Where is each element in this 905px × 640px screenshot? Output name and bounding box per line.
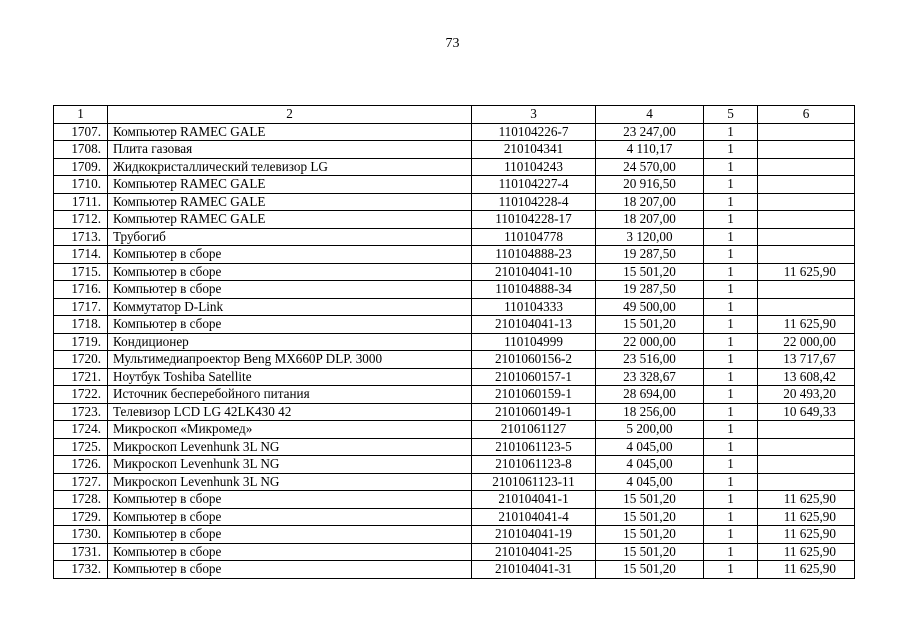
inventory-number-cell: 2101060156-2: [472, 351, 596, 369]
table-body: [54, 123, 855, 578]
quantity-cell: 1: [704, 176, 758, 194]
item-name-cell: Компьютер в сборе: [108, 316, 472, 334]
row-number-cell: 1728.: [54, 491, 108, 509]
residual-value-cell: 11 625,90: [758, 526, 855, 544]
row-number-cell: 1726.: [54, 456, 108, 474]
item-name-cell: Кондиционер: [108, 333, 472, 351]
residual-value-cell: 13 608,42: [758, 368, 855, 386]
row-number-cell: 1718.: [54, 316, 108, 334]
cost-cell: 15 501,20: [596, 316, 704, 334]
quantity-cell: 1: [704, 543, 758, 561]
residual-value-cell: 11 625,90: [758, 508, 855, 526]
quantity-cell: 1: [704, 193, 758, 211]
residual-value-cell: [758, 228, 855, 246]
row-number-cell: 1717.: [54, 298, 108, 316]
residual-value-cell: [758, 438, 855, 456]
item-name-cell: Компьютер в сборе: [108, 246, 472, 264]
quantity-cell: 1: [704, 123, 758, 141]
item-name-cell: Телевизор LCD LG 42LK430 42: [108, 403, 472, 421]
cost-cell: 19 287,50: [596, 246, 704, 264]
cost-cell: 4 045,00: [596, 456, 704, 474]
residual-value-cell: [758, 246, 855, 264]
header-cell: 1: [54, 106, 108, 124]
inventory-number-cell: 2101061127: [472, 421, 596, 439]
inventory-number-cell: 110104227-4: [472, 176, 596, 194]
quantity-cell: 1: [704, 368, 758, 386]
quantity-cell: 1: [704, 491, 758, 509]
cost-cell: 23 328,67: [596, 368, 704, 386]
row-number-cell: 1731.: [54, 543, 108, 561]
residual-value-cell: [758, 473, 855, 491]
residual-value-cell: [758, 421, 855, 439]
quantity-cell: 1: [704, 561, 758, 579]
residual-value-cell: 20 493,20: [758, 386, 855, 404]
cost-cell: 18 207,00: [596, 211, 704, 229]
residual-value-cell: [758, 123, 855, 141]
row-number-cell: 1722.: [54, 386, 108, 404]
header-row: [54, 106, 855, 124]
cost-cell: 15 501,20: [596, 561, 704, 579]
cost-cell: 15 501,20: [596, 526, 704, 544]
table-row: [54, 421, 855, 439]
cost-cell: 49 500,00: [596, 298, 704, 316]
inventory-number-cell: 110104243: [472, 158, 596, 176]
quantity-cell: 1: [704, 158, 758, 176]
table-row: [54, 123, 855, 141]
item-name-cell: Компьютер RAMEC GALE: [108, 176, 472, 194]
item-name-cell: Компьютер в сборе: [108, 561, 472, 579]
table-row: [54, 351, 855, 369]
item-name-cell: Компьютер в сборе: [108, 543, 472, 561]
table-row: [54, 473, 855, 491]
table-row: [54, 193, 855, 211]
residual-value-cell: 11 625,90: [758, 263, 855, 281]
table-row: [54, 263, 855, 281]
residual-value-cell: 11 625,90: [758, 491, 855, 509]
quantity-cell: 1: [704, 526, 758, 544]
inventory-number-cell: 210104041-1: [472, 491, 596, 509]
table-row: [54, 491, 855, 509]
inventory-number-cell: 210104041-10: [472, 263, 596, 281]
item-name-cell: Компьютер RAMEC GALE: [108, 193, 472, 211]
quantity-cell: 1: [704, 421, 758, 439]
cost-cell: 4 045,00: [596, 473, 704, 491]
residual-value-cell: [758, 141, 855, 159]
table-row: [54, 403, 855, 421]
quantity-cell: 1: [704, 281, 758, 299]
cost-cell: 5 200,00: [596, 421, 704, 439]
inventory-number-cell: 2101061123-8: [472, 456, 596, 474]
table-row: [54, 333, 855, 351]
table-header: [54, 106, 855, 124]
inventory-number-cell: 110104333: [472, 298, 596, 316]
item-name-cell: Компьютер в сборе: [108, 281, 472, 299]
residual-value-cell: [758, 281, 855, 299]
page-number: 73: [445, 36, 460, 51]
quantity-cell: 1: [704, 228, 758, 246]
cost-cell: 18 256,00: [596, 403, 704, 421]
cost-cell: 23 247,00: [596, 123, 704, 141]
cost-cell: 28 694,00: [596, 386, 704, 404]
item-name-cell: Трубогиб: [108, 228, 472, 246]
table-row: [54, 386, 855, 404]
table-row: [54, 298, 855, 316]
item-name-cell: Микроскоп Levenhunk 3L NG: [108, 438, 472, 456]
row-number-cell: 1719.: [54, 333, 108, 351]
quantity-cell: 1: [704, 403, 758, 421]
residual-value-cell: 10 649,33: [758, 403, 855, 421]
item-name-cell: Микроскоп Levenhunk 3L NG: [108, 456, 472, 474]
table-row: [54, 176, 855, 194]
inventory-number-cell: 210104041-31: [472, 561, 596, 579]
residual-value-cell: 11 625,90: [758, 543, 855, 561]
header-cell: 3: [472, 106, 596, 124]
residual-value-cell: [758, 456, 855, 474]
item-name-cell: Компьютер в сборе: [108, 508, 472, 526]
header-cell: 4: [596, 106, 704, 124]
quantity-cell: 1: [704, 316, 758, 334]
item-name-cell: Компьютер в сборе: [108, 491, 472, 509]
quantity-cell: 1: [704, 211, 758, 229]
table-row: [54, 246, 855, 264]
cost-cell: 15 501,20: [596, 508, 704, 526]
item-name-cell: Ноутбук Toshiba Satellite: [108, 368, 472, 386]
quantity-cell: 1: [704, 473, 758, 491]
table-row: [54, 561, 855, 579]
row-number-cell: 1709.: [54, 158, 108, 176]
quantity-cell: 1: [704, 246, 758, 264]
item-name-cell: Микроскоп Levenhunk 3L NG: [108, 473, 472, 491]
residual-value-cell: [758, 176, 855, 194]
table-row: [54, 228, 855, 246]
residual-value-cell: [758, 158, 855, 176]
residual-value-cell: 22 000,00: [758, 333, 855, 351]
row-number-cell: 1724.: [54, 421, 108, 439]
row-number-cell: 1723.: [54, 403, 108, 421]
item-name-cell: Компьютер в сборе: [108, 263, 472, 281]
residual-value-cell: 11 625,90: [758, 561, 855, 579]
row-number-cell: 1720.: [54, 351, 108, 369]
table-row: [54, 141, 855, 159]
inventory-number-cell: 210104041-25: [472, 543, 596, 561]
row-number-cell: 1712.: [54, 211, 108, 229]
quantity-cell: 1: [704, 508, 758, 526]
inventory-number-cell: 210104041-19: [472, 526, 596, 544]
item-name-cell: Компьютер RAMEC GALE: [108, 211, 472, 229]
residual-value-cell: [758, 193, 855, 211]
cost-cell: 22 000,00: [596, 333, 704, 351]
cost-cell: 24 570,00: [596, 158, 704, 176]
residual-value-cell: 11 625,90: [758, 316, 855, 334]
inventory-number-cell: 110104999: [472, 333, 596, 351]
quantity-cell: 1: [704, 263, 758, 281]
cost-cell: 20 916,50: [596, 176, 704, 194]
table-row: [54, 543, 855, 561]
inventory-number-cell: 2101061123-11: [472, 473, 596, 491]
row-number-cell: 1714.: [54, 246, 108, 264]
row-number-cell: 1716.: [54, 281, 108, 299]
item-name-cell: Источник бесперебойного питания: [108, 386, 472, 404]
quantity-cell: 1: [704, 456, 758, 474]
row-number-cell: 1732.: [54, 561, 108, 579]
quantity-cell: 1: [704, 351, 758, 369]
inventory-number-cell: 2101061123-5: [472, 438, 596, 456]
cost-cell: 15 501,20: [596, 263, 704, 281]
table-row: [54, 526, 855, 544]
quantity-cell: 1: [704, 333, 758, 351]
row-number-cell: 1707.: [54, 123, 108, 141]
quantity-cell: 1: [704, 298, 758, 316]
row-number-cell: 1715.: [54, 263, 108, 281]
cost-cell: 15 501,20: [596, 491, 704, 509]
item-name-cell: Компьютер RAMEC GALE: [108, 123, 472, 141]
inventory-table: [53, 105, 855, 579]
cost-cell: 4 045,00: [596, 438, 704, 456]
cost-cell: 15 501,20: [596, 543, 704, 561]
header-cell: 6: [758, 106, 855, 124]
cost-cell: 18 207,00: [596, 193, 704, 211]
table-row: [54, 456, 855, 474]
row-number-cell: 1729.: [54, 508, 108, 526]
quantity-cell: 1: [704, 438, 758, 456]
header-cell: 5: [704, 106, 758, 124]
table-row: [54, 316, 855, 334]
row-number-cell: 1713.: [54, 228, 108, 246]
inventory-number-cell: 110104228-17: [472, 211, 596, 229]
table-row: [54, 281, 855, 299]
inventory-number-cell: 210104341: [472, 141, 596, 159]
row-number-cell: 1730.: [54, 526, 108, 544]
quantity-cell: 1: [704, 141, 758, 159]
inventory-number-cell: 210104041-13: [472, 316, 596, 334]
row-number-cell: 1710.: [54, 176, 108, 194]
table-row: [54, 368, 855, 386]
inventory-number-cell: 2101060159-1: [472, 386, 596, 404]
quantity-cell: 1: [704, 386, 758, 404]
row-number-cell: 1708.: [54, 141, 108, 159]
residual-value-cell: [758, 211, 855, 229]
row-number-cell: 1725.: [54, 438, 108, 456]
row-number-cell: 1721.: [54, 368, 108, 386]
item-name-cell: Компьютер в сборе: [108, 526, 472, 544]
row-number-cell: 1727.: [54, 473, 108, 491]
table-row: [54, 158, 855, 176]
item-name-cell: Коммутатор D-Link: [108, 298, 472, 316]
cost-cell: 3 120,00: [596, 228, 704, 246]
inventory-number-cell: 110104778: [472, 228, 596, 246]
cost-cell: 19 287,50: [596, 281, 704, 299]
residual-value-cell: [758, 298, 855, 316]
item-name-cell: Плита газовая: [108, 141, 472, 159]
table-row: [54, 438, 855, 456]
inventory-number-cell: 2101060149-1: [472, 403, 596, 421]
inventory-number-cell: 110104888-34: [472, 281, 596, 299]
inventory-number-cell: 110104226-7: [472, 123, 596, 141]
row-number-cell: 1711.: [54, 193, 108, 211]
inventory-number-cell: 2101060157-1: [472, 368, 596, 386]
item-name-cell: Жидкокристаллический телевизор LG: [108, 158, 472, 176]
inventory-number-cell: 110104888-23: [472, 246, 596, 264]
inventory-number-cell: 210104041-4: [472, 508, 596, 526]
cost-cell: 4 110,17: [596, 141, 704, 159]
residual-value-cell: 13 717,67: [758, 351, 855, 369]
item-name-cell: Мультимедиапроектор Beng MX660P DLP. 3000: [108, 351, 472, 369]
table-row: [54, 211, 855, 229]
header-cell: 2: [108, 106, 472, 124]
item-name-cell: Микроскоп «Микромед»: [108, 421, 472, 439]
inventory-number-cell: 110104228-4: [472, 193, 596, 211]
cost-cell: 23 516,00: [596, 351, 704, 369]
table-row: [54, 508, 855, 526]
